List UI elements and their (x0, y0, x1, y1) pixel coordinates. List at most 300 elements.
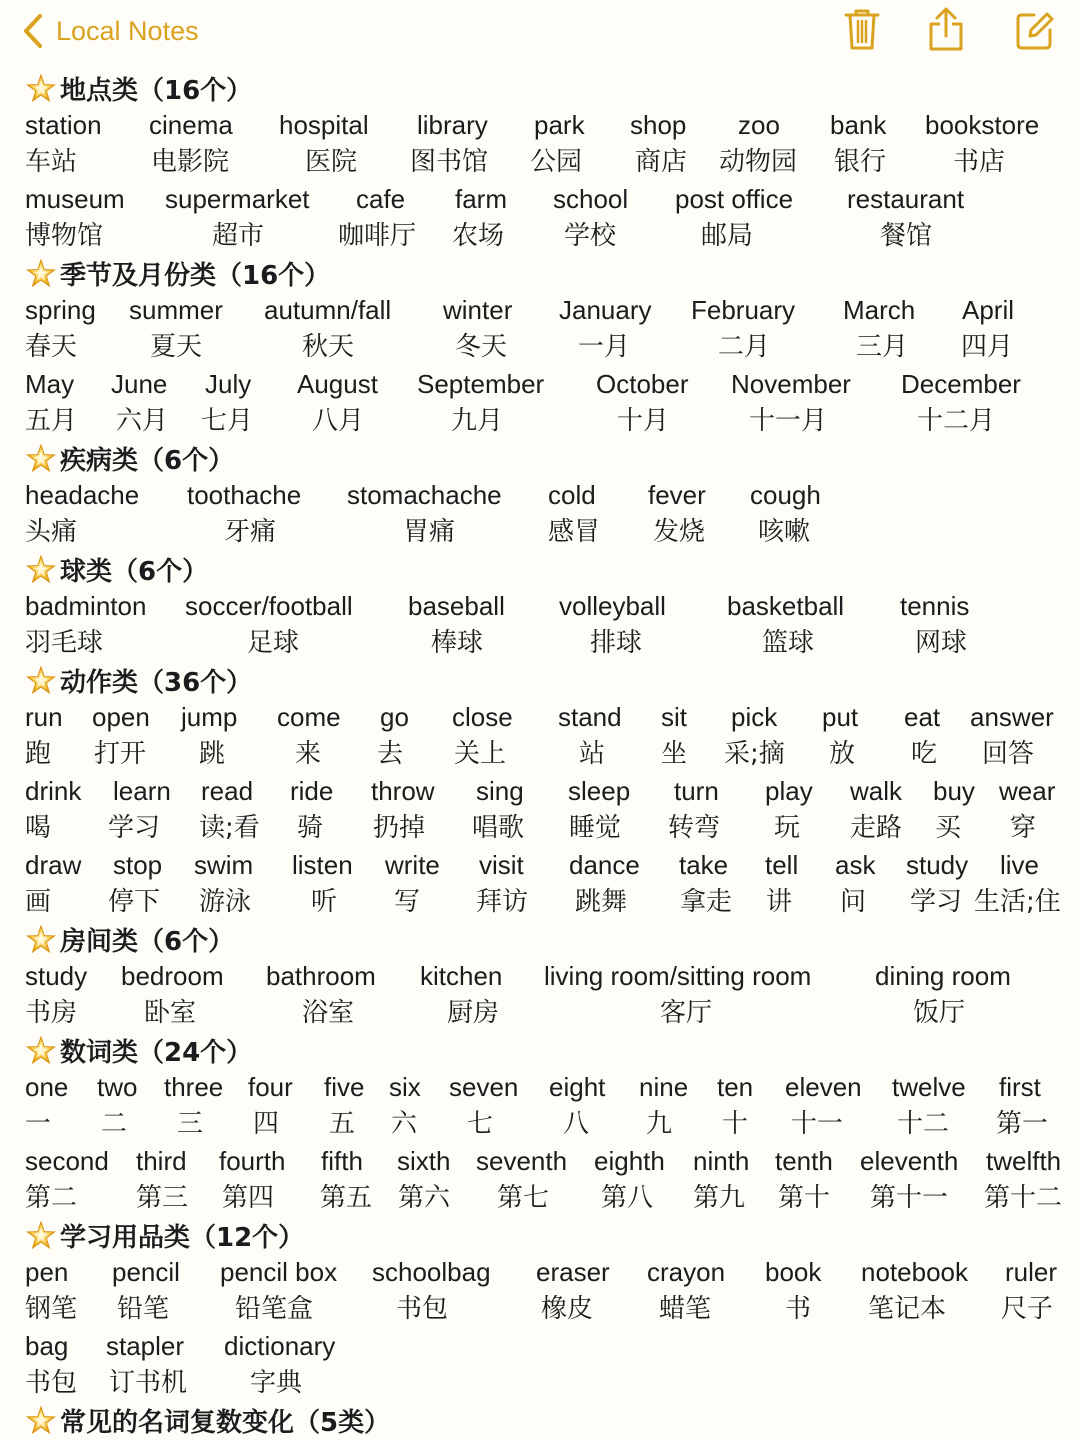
section-title: 地点类（16个） (60, 76, 253, 106)
word-en: write (385, 850, 440, 880)
word-en: twelfth (986, 1146, 1062, 1176)
chinese-row (0, 625, 1080, 662)
word-en: sing (476, 776, 524, 806)
word-zh: 发烧 (653, 517, 706, 547)
word-en: November (731, 369, 851, 399)
word-en: pick (731, 702, 778, 732)
word-en: stand (558, 702, 622, 732)
back-button[interactable] (22, 10, 199, 52)
word-zh: 去 (377, 739, 404, 769)
english-row (0, 107, 1080, 144)
word-en: fifth (321, 1146, 363, 1176)
section-title: 球类（6个） (60, 557, 209, 587)
word-en: open (92, 702, 150, 732)
word-zh: 第三 (136, 1183, 189, 1213)
word-zh: 游泳 (199, 887, 252, 917)
word-en: bank (830, 110, 887, 140)
section-title: 数词类（24个） (60, 1038, 253, 1068)
chinese-row (0, 218, 1080, 255)
english-row (0, 847, 1080, 884)
word-en: live (1000, 850, 1040, 880)
word-zh: 第八 (601, 1183, 654, 1213)
word-en: sixth (397, 1146, 451, 1176)
word-zh: 关上 (454, 739, 507, 769)
word-zh: 医院 (305, 147, 358, 177)
word-en: badminton (25, 591, 147, 621)
word-en: station (25, 110, 102, 140)
english-row (0, 773, 1080, 810)
word-en: five (324, 1072, 365, 1102)
word-en: eleventh (860, 1146, 959, 1176)
chinese-row (0, 1291, 1080, 1328)
word-zh: 写 (394, 887, 421, 917)
back-label: Local Notes (56, 15, 199, 46)
word-zh: 第十一 (870, 1183, 949, 1213)
section-header (0, 70, 1080, 107)
word-en: listen (292, 850, 353, 880)
word-zh: 书店 (953, 147, 1006, 177)
sparkle-star-icon (26, 1406, 56, 1436)
word-zh: 十二 (897, 1109, 950, 1139)
word-en: tennis (900, 591, 970, 621)
word-zh: 第一 (996, 1109, 1049, 1139)
word-en: dining room (875, 961, 1011, 991)
word-zh: 回答 (982, 739, 1035, 769)
sparkle-star-icon (26, 1221, 56, 1251)
word-zh: 笔记本 (868, 1294, 947, 1324)
word-zh: 二 (101, 1109, 128, 1139)
word-zh: 学习 (108, 813, 161, 843)
sparkle-star-icon (26, 666, 56, 696)
word-en: ninth (693, 1146, 750, 1176)
word-en: tenth (775, 1146, 833, 1176)
word-en: go (380, 702, 409, 732)
note-body[interactable] (0, 70, 1080, 1439)
word-zh: 二月 (718, 332, 771, 362)
word-zh: 公园 (530, 147, 583, 177)
navigation-bar (0, 0, 1080, 62)
word-zh: 书房 (25, 998, 78, 1028)
chinese-row (0, 329, 1080, 366)
section-title: 房间类（6个） (60, 927, 235, 957)
word-en: stomachache (347, 480, 502, 510)
word-en: come (277, 702, 341, 732)
chinese-row (0, 403, 1080, 440)
share-button[interactable] (926, 6, 966, 52)
word-zh: 铅笔盒 (235, 1294, 314, 1324)
word-en: basketball (727, 591, 845, 621)
word-en: sleep (568, 776, 631, 806)
word-zh: 采;摘 (724, 739, 785, 769)
word-en: jump (181, 702, 238, 732)
word-en: park (534, 110, 585, 140)
word-en: close (452, 702, 513, 732)
sparkle-star-icon (26, 74, 56, 104)
word-zh: 三月 (856, 332, 909, 362)
word-zh: 铅笔 (117, 1294, 170, 1324)
word-en: run (25, 702, 63, 732)
word-zh: 棒球 (431, 628, 484, 658)
word-zh: 四 (253, 1109, 280, 1139)
word-en: eraser (536, 1257, 610, 1287)
word-zh: 字典 (250, 1368, 303, 1398)
chinese-row (0, 1365, 1080, 1402)
word-en: October (596, 369, 689, 399)
word-zh: 第七 (497, 1183, 550, 1213)
word-zh: 喝 (25, 813, 52, 843)
word-zh: 书包 (396, 1294, 449, 1324)
word-en: cough (750, 480, 821, 510)
word-zh: 客厅 (660, 998, 713, 1028)
word-zh: 四月 (961, 332, 1014, 362)
word-en: autumn/fall (264, 295, 392, 325)
word-en: cold (548, 480, 596, 510)
english-row (0, 1069, 1080, 1106)
word-en: hospital (279, 110, 369, 140)
word-zh: 第九 (693, 1183, 746, 1213)
section-title: 常见的名词复数变化（5类） (60, 1408, 391, 1438)
word-en: winter (443, 295, 513, 325)
word-zh: 放 (829, 739, 856, 769)
word-en: February (691, 295, 796, 325)
chinese-row (0, 1106, 1080, 1143)
chinese-row (0, 995, 1080, 1032)
word-zh: 六月 (116, 406, 169, 436)
word-zh: 十 (722, 1109, 749, 1139)
english-row (0, 958, 1080, 995)
word-zh: 牙痛 (224, 517, 277, 547)
word-en: farm (455, 184, 507, 214)
word-zh: 打开 (94, 739, 147, 769)
word-en: living room/sitting room (544, 961, 812, 991)
word-en: twelve (892, 1072, 966, 1102)
word-en: restaurant (847, 184, 965, 214)
word-en: three (164, 1072, 224, 1102)
word-en: pen (25, 1257, 69, 1287)
word-en: ride (290, 776, 334, 806)
section-title: 疾病类（6个） (60, 446, 235, 476)
word-zh: 书 (785, 1294, 812, 1324)
word-en: book (765, 1257, 822, 1287)
word-en: kitchen (420, 961, 503, 991)
word-zh: 第六 (398, 1183, 451, 1213)
word-zh: 跑 (25, 739, 52, 769)
word-en: eleven (785, 1072, 862, 1102)
word-zh: 咖啡厅 (338, 221, 417, 251)
word-zh: 第五 (320, 1183, 373, 1213)
sparkle-star-icon (26, 555, 56, 585)
word-zh: 睡觉 (569, 813, 622, 843)
word-zh: 第四 (222, 1183, 275, 1213)
word-en: pencil box (220, 1257, 338, 1287)
chinese-row (0, 884, 1080, 921)
word-zh: 春天 (25, 332, 78, 362)
word-en: seventh (476, 1146, 568, 1176)
chinese-row (0, 144, 1080, 181)
word-zh: 餐馆 (880, 221, 933, 251)
word-zh: 学习 (910, 887, 963, 917)
word-en: study (906, 850, 969, 880)
word-zh: 七 (467, 1109, 494, 1139)
word-zh: 来 (295, 739, 322, 769)
word-en: eight (549, 1072, 606, 1102)
word-zh: 第二 (25, 1183, 78, 1213)
word-zh: 问 (840, 887, 867, 917)
word-en: December (901, 369, 1021, 399)
word-en: September (417, 369, 545, 399)
word-zh: 画 (25, 887, 52, 917)
english-row (0, 181, 1080, 218)
section-title: 季节及月份类（16个） (60, 261, 331, 291)
word-en: May (25, 369, 75, 399)
sparkle-star-icon (26, 259, 56, 289)
word-zh: 银行 (834, 147, 887, 177)
word-en: read (201, 776, 254, 806)
word-en: walk (850, 776, 903, 806)
word-zh: 感冒 (548, 517, 601, 547)
word-zh: 八月 (312, 406, 365, 436)
word-zh: 博物馆 (25, 221, 104, 251)
word-zh: 五 (329, 1109, 356, 1139)
word-zh: 玩 (774, 813, 801, 843)
word-en: zoo (738, 110, 780, 140)
word-zh: 冬天 (455, 332, 508, 362)
word-en: draw (25, 850, 82, 880)
word-en: baseball (408, 591, 505, 621)
english-row (0, 699, 1080, 736)
word-en: June (111, 369, 168, 399)
word-en: bedroom (121, 961, 224, 991)
word-en: one (25, 1072, 69, 1102)
word-en: ask (835, 850, 876, 880)
word-zh: 买 (935, 813, 962, 843)
word-en: dictionary (224, 1331, 336, 1361)
trash-icon (842, 6, 882, 52)
chinese-row (0, 514, 1080, 551)
word-en: eighth (594, 1146, 665, 1176)
word-en: schoolbag (372, 1257, 491, 1287)
word-zh: 商店 (635, 147, 688, 177)
word-zh: 转弯 (668, 813, 721, 843)
word-en: two (97, 1072, 138, 1102)
word-en: answer (970, 702, 1054, 732)
word-en: take (679, 850, 729, 880)
word-zh: 图书馆 (410, 147, 489, 177)
section-header (0, 551, 1080, 588)
word-en: April (962, 295, 1015, 325)
word-en: notebook (861, 1257, 968, 1287)
word-zh: 跳 (199, 739, 226, 769)
share-icon (926, 6, 966, 52)
word-en: soccer/football (185, 591, 353, 621)
word-zh: 唱歌 (472, 813, 525, 843)
word-zh: 排球 (590, 628, 643, 658)
sparkle-star-icon (26, 925, 56, 955)
word-en: August (297, 369, 378, 399)
english-row (0, 1254, 1080, 1291)
word-zh: 卧室 (144, 998, 197, 1028)
chinese-row (0, 736, 1080, 773)
word-zh: 读;看 (199, 813, 260, 843)
word-zh: 饭厅 (913, 998, 966, 1028)
word-en: six (389, 1072, 421, 1102)
word-en: visit (479, 850, 524, 880)
word-zh: 胃痛 (403, 517, 456, 547)
word-en: play (765, 776, 813, 806)
english-row (0, 588, 1080, 625)
word-zh: 羽毛球 (25, 628, 104, 658)
section-header (0, 662, 1080, 699)
word-zh: 车站 (25, 147, 78, 177)
word-en: ten (717, 1072, 754, 1102)
delete-button[interactable] (842, 6, 882, 52)
sparkle-star-icon (26, 1036, 56, 1066)
word-en: headache (25, 480, 140, 510)
word-zh: 订书机 (109, 1368, 188, 1398)
word-zh: 咳嗽 (758, 517, 811, 547)
compose-button[interactable] (1014, 6, 1054, 52)
word-zh: 骑 (297, 813, 324, 843)
word-en: stapler (106, 1331, 185, 1361)
english-row (0, 477, 1080, 514)
word-en: January (559, 295, 652, 325)
word-zh: 邮局 (701, 221, 754, 251)
word-en: learn (113, 776, 171, 806)
word-en: second (25, 1146, 109, 1176)
word-zh: 六 (391, 1109, 418, 1139)
section-header (0, 1217, 1080, 1254)
word-en: put (822, 702, 859, 732)
word-zh: 坐 (661, 739, 688, 769)
word-zh: 橡皮 (541, 1294, 594, 1324)
word-zh: 走路 (850, 813, 903, 843)
chevron-left-icon (22, 13, 44, 49)
word-en: third (136, 1146, 187, 1176)
section-title: 动作类（36个） (60, 668, 253, 698)
word-zh: 生活;住 (974, 887, 1061, 917)
word-en: swim (194, 850, 254, 880)
word-zh: 头痛 (25, 517, 78, 547)
section-header (0, 255, 1080, 292)
word-en: post office (675, 184, 794, 214)
word-en: dance (569, 850, 640, 880)
word-zh: 穿 (1010, 813, 1037, 843)
word-zh: 十一月 (749, 406, 828, 436)
word-en: crayon (647, 1257, 726, 1287)
word-en: bag (25, 1331, 69, 1361)
word-zh: 篮球 (762, 628, 815, 658)
word-zh: 农场 (452, 221, 505, 251)
word-zh: 九 (646, 1109, 673, 1139)
word-zh: 电影院 (151, 147, 230, 177)
word-zh: 五月 (25, 406, 78, 436)
word-zh: 秋天 (302, 332, 355, 362)
section-header (0, 1032, 1080, 1069)
word-en: fourth (219, 1146, 286, 1176)
word-en: supermarket (165, 184, 310, 214)
section-header (0, 440, 1080, 477)
section-title: 学习用品类（12个） (60, 1223, 305, 1253)
word-zh: 第十 (778, 1183, 831, 1213)
chinese-row (0, 810, 1080, 847)
word-zh: 蜡笔 (659, 1294, 712, 1324)
word-zh: 超市 (212, 221, 265, 251)
word-en: library (417, 110, 488, 140)
word-zh: 学校 (564, 221, 617, 251)
word-zh: 拿走 (680, 887, 733, 917)
word-en: stop (113, 850, 163, 880)
word-en: study (25, 961, 88, 991)
word-en: bookstore (925, 110, 1040, 140)
word-en: buy (933, 776, 975, 806)
english-row (0, 1143, 1080, 1180)
word-zh: 扔掉 (373, 813, 426, 843)
word-en: school (553, 184, 629, 214)
word-en: summer (129, 295, 223, 325)
word-en: museum (25, 184, 125, 214)
word-zh: 动物园 (719, 147, 798, 177)
word-en: spring (25, 295, 96, 325)
word-en: first (999, 1072, 1041, 1102)
word-en: toothache (187, 480, 302, 510)
word-zh: 讲 (766, 887, 793, 917)
word-zh: 厨房 (447, 998, 500, 1028)
word-zh: 九月 (451, 406, 504, 436)
word-en: sit (661, 702, 687, 732)
word-zh: 七月 (201, 406, 254, 436)
word-en: wear (999, 776, 1056, 806)
word-en: drink (25, 776, 82, 806)
word-en: volleyball (559, 591, 666, 621)
word-en: throw (371, 776, 435, 806)
word-zh: 尺子 (1001, 1294, 1054, 1324)
word-zh: 钢笔 (25, 1294, 78, 1324)
word-zh: 八 (563, 1109, 590, 1139)
word-en: fever (648, 480, 706, 510)
section-header (0, 921, 1080, 958)
word-zh: 十月 (617, 406, 670, 436)
sparkle-star-icon (26, 444, 56, 474)
english-row (0, 292, 1080, 329)
word-zh: 听 (311, 887, 338, 917)
word-zh: 站 (579, 739, 606, 769)
english-row (0, 1328, 1080, 1365)
word-zh: 夏天 (150, 332, 203, 362)
chinese-row (0, 1180, 1080, 1217)
word-zh: 一 (25, 1109, 52, 1139)
word-en: bathroom (266, 961, 376, 991)
word-en: seven (449, 1072, 519, 1102)
word-en: cinema (149, 110, 233, 140)
word-zh: 第十二 (984, 1183, 1063, 1213)
word-en: nine (639, 1072, 689, 1102)
word-zh: 三 (177, 1109, 204, 1139)
word-zh: 一月 (578, 332, 631, 362)
compose-icon (1014, 6, 1054, 52)
word-zh: 跳舞 (575, 887, 628, 917)
word-zh: 拜访 (476, 887, 529, 917)
word-zh: 书包 (25, 1368, 78, 1398)
word-en: four (248, 1072, 293, 1102)
word-zh: 吃 (911, 739, 938, 769)
section-header (0, 1402, 1080, 1439)
word-en: March (843, 295, 916, 325)
word-zh: 足球 (247, 628, 300, 658)
english-row (0, 366, 1080, 403)
word-en: eat (904, 702, 941, 732)
word-zh: 十二月 (917, 406, 996, 436)
word-en: turn (674, 776, 719, 806)
